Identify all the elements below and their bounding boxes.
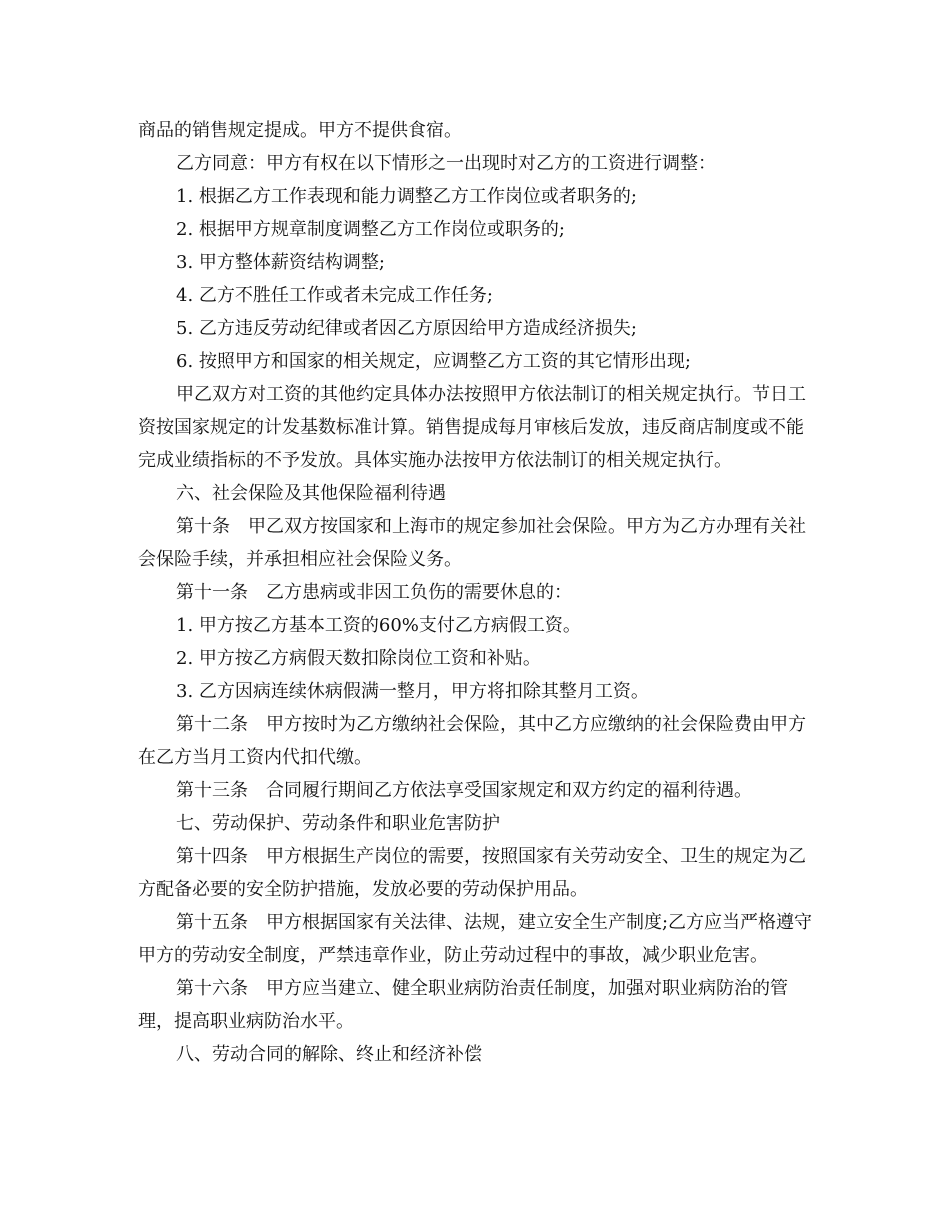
article-16: 第十六条 甲方应当建立、健全职业病防治责任制度，加强对职业病防治的管理，提高职业病防治水平。	[138, 978, 788, 1032]
list-item: 1. 根据乙方工作表现和能力调整乙方工作岗位或者职务的;	[176, 186, 637, 207]
list-item: 3. 乙方因病连续休病假满一整月，甲方将扣除其整月工资。	[176, 681, 649, 702]
paragraph: 甲乙双方对工资的其他约定具体办法按照甲方依法制订的相关规定执行。节日工资按国家规定的计发基数标准计算。销售提成每月审核后发放，违反商店制度或不能完成业绩指标的不予发放。具体实施办法按甲方依法制订的相关规定执行。	[138, 384, 806, 471]
article-11: 第十一条 乙方患病或非因工负伤的需要休息的：	[176, 582, 572, 603]
paragraph: 商品的销售规定提成。甲方不提供食宿。	[138, 120, 462, 141]
article-13: 第十三条 合同履行期间乙方依法享受国家规定和双方约定的福利待遇。	[176, 780, 752, 801]
article-12: 第十二条 甲方按时为乙方缴纳社会保险，其中乙方应缴纳的社会保险费由甲方在乙方当月工资内代扣代缴。	[138, 714, 806, 768]
list-item: 2. 根据甲方规章制度调整乙方工作岗位或职务的;	[176, 219, 565, 240]
list-item: 2. 甲方按乙方病假天数扣除岗位工资和补贴。	[176, 648, 541, 669]
section-heading: 八、劳动合同的解除、终止和经济补偿	[176, 1044, 482, 1065]
article-15: 第十五条 甲方根据国家有关法律、法规，建立安全生产制度;乙方应当严格遵守甲方的劳动安全制度，严禁违章作业，防止劳动过程中的事故，减少职业危害。	[138, 912, 813, 966]
section-heading: 七、劳动保护、劳动条件和职业危害防护	[176, 813, 500, 834]
paragraph: 乙方同意：甲方有权在以下情形之一出现时对乙方的工资进行调整：	[176, 153, 716, 174]
list-item: 4. 乙方不胜任工作或者未完成工作任务;	[176, 285, 493, 306]
list-item: 6. 按照甲方和国家的相关规定，应调整乙方工资的其它情形出现;	[176, 351, 691, 372]
section-heading: 六、社会保险及其他保险福利待遇	[176, 483, 446, 504]
list-item: 1. 甲方按乙方基本工资的60%支付乙方病假工资。	[176, 615, 581, 636]
article-10: 第十条 甲乙双方按国家和上海市的规定参加社会保险。甲方为乙方办理有关社会保险手续，并承担相应社会保险义务。	[138, 516, 806, 570]
list-item: 5. 乙方违反劳动纪律或者因乙方原因给甲方造成经济损失;	[176, 318, 637, 339]
article-14: 第十四条 甲方根据生产岗位的需要，按照国家有关劳动安全、卫生的规定为乙方配备必要的安全防护措施，发放必要的劳动保护用品。	[138, 846, 806, 900]
list-item: 3. 甲方整体薪资结构调整;	[176, 252, 385, 273]
document-body	[138, 114, 818, 1071]
